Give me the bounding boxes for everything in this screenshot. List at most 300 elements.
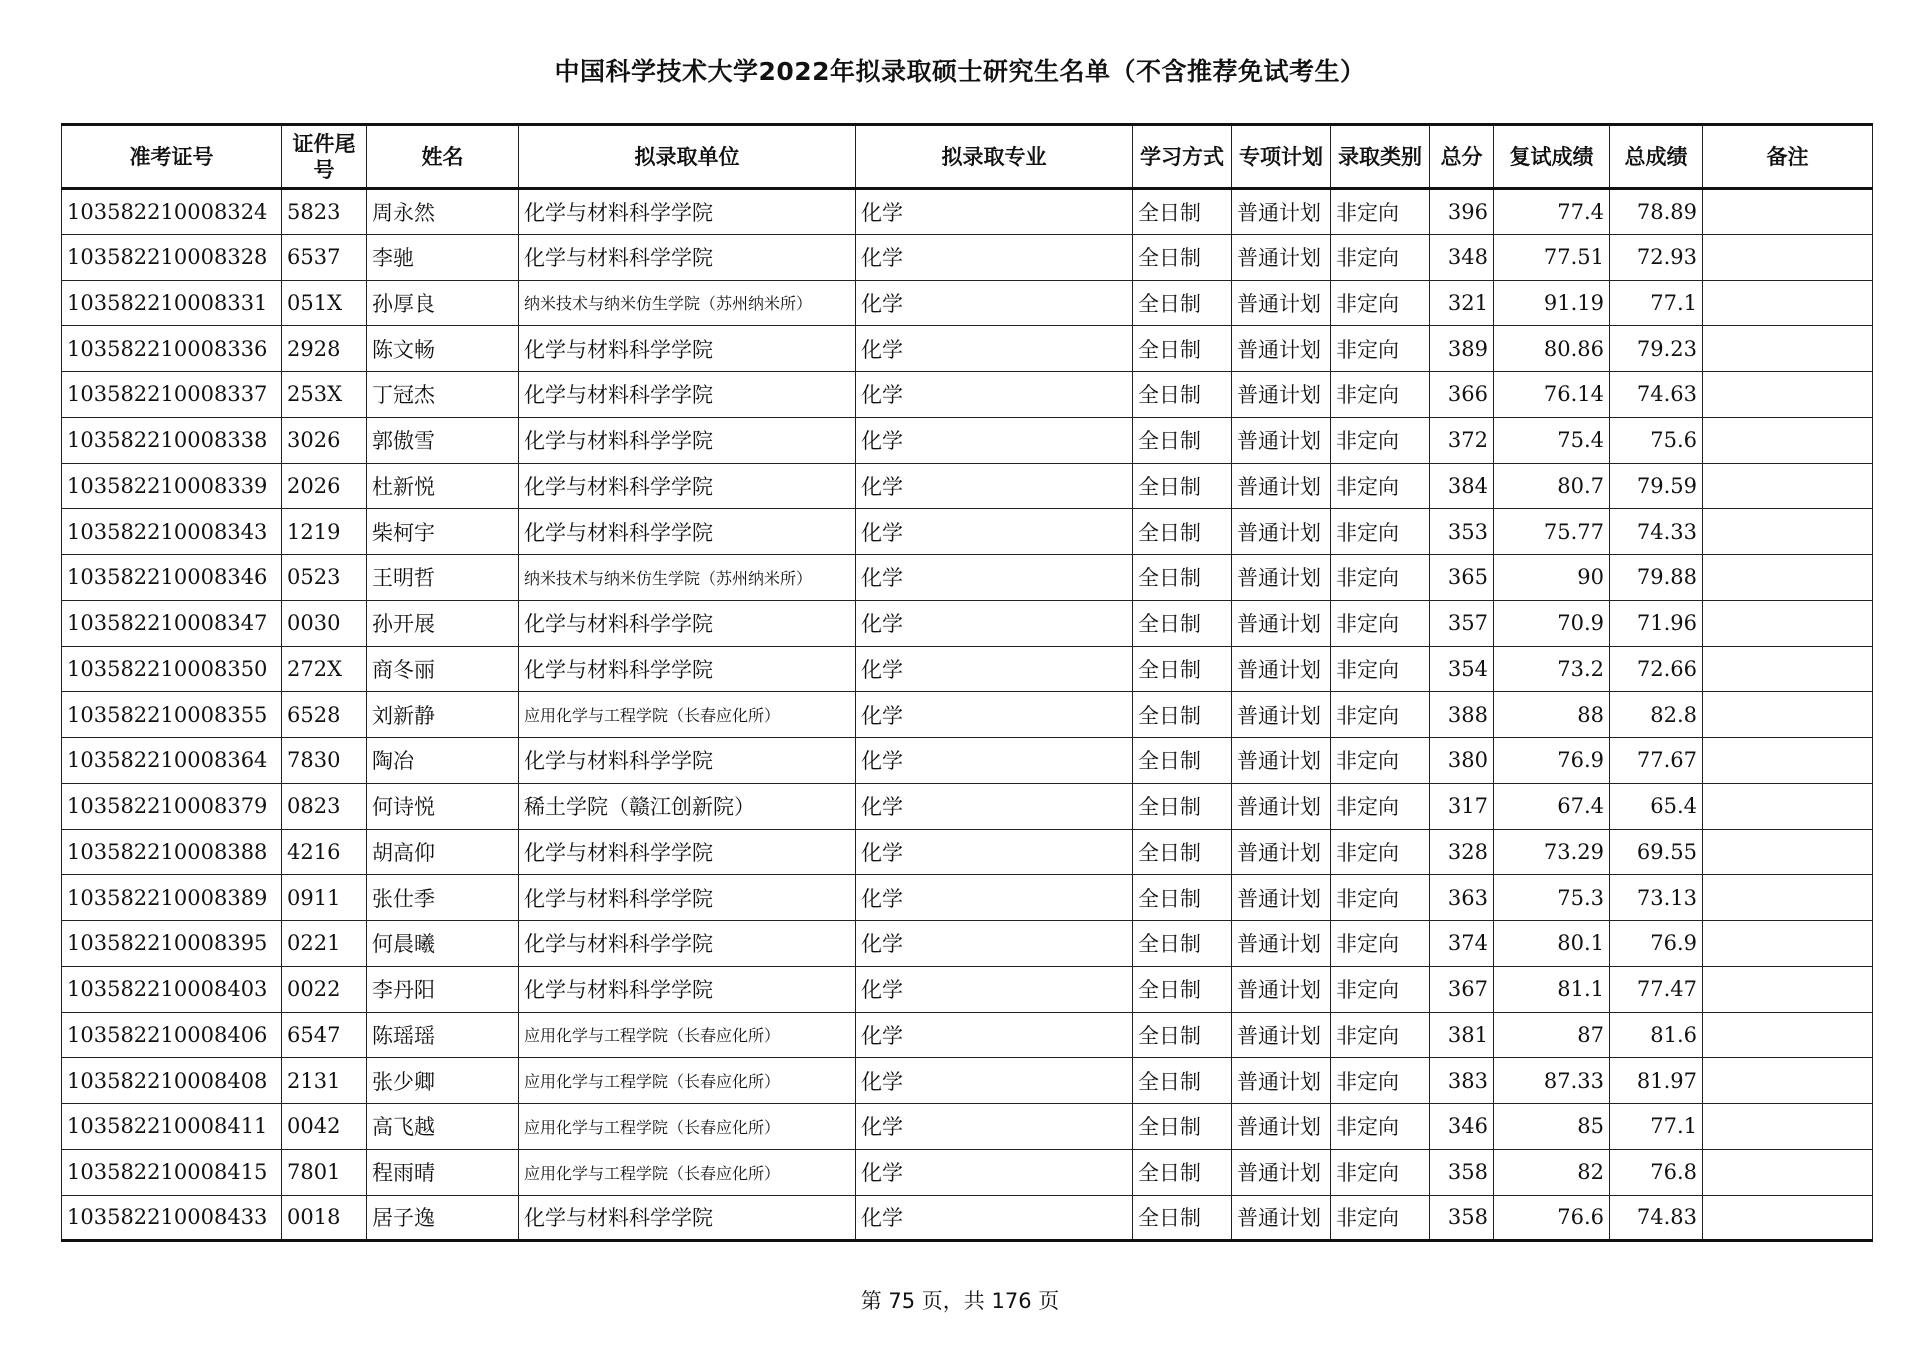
cell-final: 74.63 [1610, 372, 1703, 418]
cell-note [1703, 417, 1873, 463]
cell-unit: 化学与材料科学学院 [519, 326, 856, 372]
cell-plan: 普通计划 [1232, 189, 1331, 235]
cell-study-mode: 全日制 [1133, 1058, 1232, 1104]
cell-major: 化学 [856, 1149, 1133, 1195]
cell-note [1703, 234, 1873, 280]
table-row [62, 829, 1873, 875]
cell-note [1703, 829, 1873, 875]
cell-total: 381 [1430, 1012, 1494, 1058]
cell-total: 354 [1430, 646, 1494, 692]
header-plan: 专项计划 [1232, 125, 1331, 189]
cell-name: 陈文畅 [367, 326, 519, 372]
cell-retest: 76.6 [1494, 1195, 1610, 1241]
cell-major: 化学 [856, 189, 1133, 235]
cell-plan: 普通计划 [1232, 509, 1331, 555]
header-category: 录取类别 [1331, 125, 1430, 189]
cell-study-mode: 全日制 [1133, 1012, 1232, 1058]
cell-retest: 91.19 [1494, 280, 1610, 326]
cell-category: 非定向 [1331, 417, 1430, 463]
cell-name: 丁冠杰 [367, 372, 519, 418]
cell-note [1703, 966, 1873, 1012]
cell-id-tail: 2131 [282, 1058, 367, 1104]
cell-id-tail: 4216 [282, 829, 367, 875]
table-row [62, 1104, 1873, 1150]
cell-plan: 普通计划 [1232, 921, 1331, 967]
cell-exam-id: 103582210008379 [62, 783, 282, 829]
header-name: 姓名 [367, 125, 519, 189]
cell-exam-id: 103582210008389 [62, 875, 282, 921]
cell-plan: 普通计划 [1232, 1012, 1331, 1058]
cell-unit: 化学与材料科学学院 [519, 509, 856, 555]
table-row [62, 646, 1873, 692]
cell-name: 孙厚良 [367, 280, 519, 326]
cell-unit: 应用化学与工程学院（长春应化所） [519, 1012, 856, 1058]
cell-note [1703, 189, 1873, 235]
cell-note [1703, 1149, 1873, 1195]
cell-final: 76.8 [1610, 1149, 1703, 1195]
cell-retest: 76.14 [1494, 372, 1610, 418]
cell-major: 化学 [856, 1012, 1133, 1058]
cell-unit: 纳米技术与纳米仿生学院（苏州纳米所） [519, 555, 856, 601]
cell-note [1703, 783, 1873, 829]
cell-major: 化学 [856, 829, 1133, 875]
table-row [62, 417, 1873, 463]
cell-unit: 化学与材料科学学院 [519, 875, 856, 921]
cell-retest: 80.1 [1494, 921, 1610, 967]
cell-plan: 普通计划 [1232, 1104, 1331, 1150]
cell-id-tail: 6537 [282, 234, 367, 280]
cell-note [1703, 1058, 1873, 1104]
cell-study-mode: 全日制 [1133, 921, 1232, 967]
cell-retest: 81.1 [1494, 966, 1610, 1012]
cell-total: 346 [1430, 1104, 1494, 1150]
cell-final: 74.33 [1610, 509, 1703, 555]
cell-category: 非定向 [1331, 509, 1430, 555]
cell-exam-id: 103582210008433 [62, 1195, 282, 1241]
cell-final: 79.59 [1610, 463, 1703, 509]
cell-plan: 普通计划 [1232, 829, 1331, 875]
cell-study-mode: 全日制 [1133, 692, 1232, 738]
cell-exam-id: 103582210008339 [62, 463, 282, 509]
cell-id-tail: 0523 [282, 555, 367, 601]
table-row [62, 555, 1873, 601]
cell-id-tail: 5823 [282, 189, 367, 235]
cell-study-mode: 全日制 [1133, 189, 1232, 235]
cell-plan: 普通计划 [1232, 600, 1331, 646]
cell-name: 孙开展 [367, 600, 519, 646]
cell-id-tail: 1219 [282, 509, 367, 555]
table-row [62, 1149, 1873, 1195]
cell-category: 非定向 [1331, 600, 1430, 646]
cell-name: 陶冶 [367, 738, 519, 784]
cell-total: 365 [1430, 555, 1494, 601]
cell-plan: 普通计划 [1232, 372, 1331, 418]
cell-note [1703, 509, 1873, 555]
cell-total: 383 [1430, 1058, 1494, 1104]
cell-plan: 普通计划 [1232, 1058, 1331, 1104]
cell-retest: 67.4 [1494, 783, 1610, 829]
cell-category: 非定向 [1331, 280, 1430, 326]
cell-retest: 76.9 [1494, 738, 1610, 784]
cell-plan: 普通计划 [1232, 280, 1331, 326]
cell-note [1703, 692, 1873, 738]
cell-unit: 应用化学与工程学院（长春应化所） [519, 1149, 856, 1195]
cell-category: 非定向 [1331, 921, 1430, 967]
cell-note [1703, 921, 1873, 967]
cell-note [1703, 280, 1873, 326]
cell-name: 商冬丽 [367, 646, 519, 692]
header-retest: 复试成绩 [1494, 125, 1610, 189]
cell-id-tail: 7801 [282, 1149, 367, 1195]
cell-study-mode: 全日制 [1133, 280, 1232, 326]
cell-final: 81.6 [1610, 1012, 1703, 1058]
cell-category: 非定向 [1331, 463, 1430, 509]
cell-total: 396 [1430, 189, 1494, 235]
cell-total: 357 [1430, 600, 1494, 646]
cell-category: 非定向 [1331, 1195, 1430, 1241]
cell-category: 非定向 [1331, 692, 1430, 738]
cell-name: 高飞越 [367, 1104, 519, 1150]
cell-final: 71.96 [1610, 600, 1703, 646]
cell-final: 73.13 [1610, 875, 1703, 921]
table-body [62, 189, 1873, 1241]
cell-id-tail: 253X [282, 372, 367, 418]
cell-major: 化学 [856, 1058, 1133, 1104]
cell-id-tail: 0221 [282, 921, 367, 967]
cell-note [1703, 646, 1873, 692]
cell-total: 328 [1430, 829, 1494, 875]
cell-exam-id: 103582210008411 [62, 1104, 282, 1150]
cell-major: 化学 [856, 280, 1133, 326]
cell-id-tail: 2928 [282, 326, 367, 372]
cell-study-mode: 全日制 [1133, 234, 1232, 280]
cell-category: 非定向 [1331, 372, 1430, 418]
cell-major: 化学 [856, 875, 1133, 921]
cell-plan: 普通计划 [1232, 646, 1331, 692]
cell-category: 非定向 [1331, 555, 1430, 601]
table-header-row [62, 125, 1873, 189]
cell-final: 79.23 [1610, 326, 1703, 372]
cell-name: 居子逸 [367, 1195, 519, 1241]
page-title: 中国科学技术大学2022年拟录取硕士研究生名单（不含推荐免试考生） [554, 57, 1366, 86]
cell-name: 何晨曦 [367, 921, 519, 967]
cell-plan: 普通计划 [1232, 966, 1331, 1012]
admission-list-table [61, 123, 1872, 1242]
cell-total: 380 [1430, 738, 1494, 784]
cell-note [1703, 1195, 1873, 1241]
cell-unit: 稀土学院（赣江创新院） [519, 783, 856, 829]
cell-total: 384 [1430, 463, 1494, 509]
cell-major: 化学 [856, 738, 1133, 784]
cell-id-tail: 051X [282, 280, 367, 326]
cell-unit: 应用化学与工程学院（长春应化所） [519, 1058, 856, 1104]
cell-plan: 普通计划 [1232, 234, 1331, 280]
cell-major: 化学 [856, 1195, 1133, 1241]
cell-final: 69.55 [1610, 829, 1703, 875]
cell-unit: 化学与材料科学学院 [519, 738, 856, 784]
cell-unit: 化学与材料科学学院 [519, 234, 856, 280]
cell-final: 77.47 [1610, 966, 1703, 1012]
cell-major: 化学 [856, 509, 1133, 555]
table-row [62, 326, 1873, 372]
cell-note [1703, 1012, 1873, 1058]
cell-study-mode: 全日制 [1133, 417, 1232, 463]
cell-total: 372 [1430, 417, 1494, 463]
cell-exam-id: 103582210008408 [62, 1058, 282, 1104]
cell-name: 陈瑶瑶 [367, 1012, 519, 1058]
cell-retest: 75.4 [1494, 417, 1610, 463]
header-exam-id: 准考证号 [62, 125, 282, 189]
cell-study-mode: 全日制 [1133, 326, 1232, 372]
cell-exam-id: 103582210008346 [62, 555, 282, 601]
header-unit: 拟录取单位 [519, 125, 856, 189]
cell-retest: 75.3 [1494, 875, 1610, 921]
cell-plan: 普通计划 [1232, 875, 1331, 921]
cell-retest: 82 [1494, 1149, 1610, 1195]
cell-major: 化学 [856, 692, 1133, 738]
cell-plan: 普通计划 [1232, 555, 1331, 601]
cell-note [1703, 326, 1873, 372]
cell-study-mode: 全日制 [1133, 555, 1232, 601]
cell-study-mode: 全日制 [1133, 646, 1232, 692]
cell-name: 何诗悦 [367, 783, 519, 829]
cell-category: 非定向 [1331, 189, 1430, 235]
cell-exam-id: 103582210008338 [62, 417, 282, 463]
table-row [62, 280, 1873, 326]
cell-plan: 普通计划 [1232, 738, 1331, 784]
cell-id-tail: 0823 [282, 783, 367, 829]
cell-plan: 普通计划 [1232, 783, 1331, 829]
cell-exam-id: 103582210008406 [62, 1012, 282, 1058]
cell-final: 78.89 [1610, 189, 1703, 235]
table-row [62, 234, 1873, 280]
cell-total: 358 [1430, 1195, 1494, 1241]
cell-exam-id: 103582210008324 [62, 189, 282, 235]
cell-final: 76.9 [1610, 921, 1703, 967]
header-study-mode: 学习方式 [1133, 125, 1232, 189]
cell-plan: 普通计划 [1232, 326, 1331, 372]
header-total: 总分 [1430, 125, 1494, 189]
cell-final: 75.6 [1610, 417, 1703, 463]
cell-category: 非定向 [1331, 326, 1430, 372]
cell-plan: 普通计划 [1232, 1195, 1331, 1241]
cell-retest: 80.7 [1494, 463, 1610, 509]
cell-final: 77.1 [1610, 1104, 1703, 1150]
cell-name: 张少卿 [367, 1058, 519, 1104]
cell-id-tail: 0022 [282, 966, 367, 1012]
cell-major: 化学 [856, 646, 1133, 692]
cell-unit: 化学与材料科学学院 [519, 600, 856, 646]
table-row [62, 1195, 1873, 1241]
cell-category: 非定向 [1331, 1149, 1430, 1195]
cell-exam-id: 103582210008388 [62, 829, 282, 875]
table-row [62, 463, 1873, 509]
cell-final: 82.8 [1610, 692, 1703, 738]
cell-name: 李丹阳 [367, 966, 519, 1012]
cell-name: 周永然 [367, 189, 519, 235]
cell-retest: 87.33 [1494, 1058, 1610, 1104]
cell-unit: 化学与材料科学学院 [519, 829, 856, 875]
cell-note [1703, 555, 1873, 601]
cell-total: 321 [1430, 280, 1494, 326]
cell-exam-id: 103582210008343 [62, 509, 282, 555]
table-row [62, 738, 1873, 784]
cell-name: 胡高仰 [367, 829, 519, 875]
cell-total: 389 [1430, 326, 1494, 372]
cell-category: 非定向 [1331, 1012, 1430, 1058]
cell-final: 65.4 [1610, 783, 1703, 829]
cell-study-mode: 全日制 [1133, 1195, 1232, 1241]
cell-final: 77.67 [1610, 738, 1703, 784]
cell-final: 74.83 [1610, 1195, 1703, 1241]
header-final: 总成绩 [1610, 125, 1703, 189]
table-row [62, 966, 1873, 1012]
cell-major: 化学 [856, 326, 1133, 372]
cell-note [1703, 600, 1873, 646]
cell-retest: 85 [1494, 1104, 1610, 1150]
cell-id-tail: 0018 [282, 1195, 367, 1241]
cell-retest: 80.86 [1494, 326, 1610, 372]
cell-exam-id: 103582210008337 [62, 372, 282, 418]
cell-plan: 普通计划 [1232, 463, 1331, 509]
cell-study-mode: 全日制 [1133, 875, 1232, 921]
table-row [62, 372, 1873, 418]
cell-retest: 73.2 [1494, 646, 1610, 692]
table-row [62, 783, 1873, 829]
table-row [62, 692, 1873, 738]
cell-major: 化学 [856, 783, 1133, 829]
cell-plan: 普通计划 [1232, 692, 1331, 738]
cell-id-tail: 7830 [282, 738, 367, 784]
cell-total: 348 [1430, 234, 1494, 280]
cell-major: 化学 [856, 417, 1133, 463]
cell-unit: 应用化学与工程学院（长春应化所） [519, 1104, 856, 1150]
cell-id-tail: 2026 [282, 463, 367, 509]
cell-exam-id: 103582210008331 [62, 280, 282, 326]
cell-exam-id: 103582210008403 [62, 966, 282, 1012]
header-major: 拟录取专业 [856, 125, 1133, 189]
cell-total: 317 [1430, 783, 1494, 829]
cell-name: 李驰 [367, 234, 519, 280]
cell-final: 72.93 [1610, 234, 1703, 280]
cell-id-tail: 0911 [282, 875, 367, 921]
cell-plan: 普通计划 [1232, 1149, 1331, 1195]
cell-major: 化学 [856, 463, 1133, 509]
cell-final: 81.97 [1610, 1058, 1703, 1104]
cell-unit: 化学与材料科学学院 [519, 372, 856, 418]
cell-final: 77.1 [1610, 280, 1703, 326]
cell-exam-id: 103582210008328 [62, 234, 282, 280]
table-row [62, 1058, 1873, 1104]
cell-unit: 应用化学与工程学院（长春应化所） [519, 692, 856, 738]
cell-id-tail: 6547 [282, 1012, 367, 1058]
cell-final: 79.88 [1610, 555, 1703, 601]
cell-retest: 77.51 [1494, 234, 1610, 280]
cell-retest: 73.29 [1494, 829, 1610, 875]
cell-study-mode: 全日制 [1133, 783, 1232, 829]
cell-id-tail: 0042 [282, 1104, 367, 1150]
cell-id-tail: 3026 [282, 417, 367, 463]
cell-unit: 化学与材料科学学院 [519, 463, 856, 509]
cell-category: 非定向 [1331, 738, 1430, 784]
cell-total: 363 [1430, 875, 1494, 921]
cell-major: 化学 [856, 372, 1133, 418]
cell-study-mode: 全日制 [1133, 372, 1232, 418]
table-row [62, 875, 1873, 921]
cell-exam-id: 103582210008347 [62, 600, 282, 646]
cell-name: 张仕季 [367, 875, 519, 921]
cell-exam-id: 103582210008350 [62, 646, 282, 692]
cell-retest: 87 [1494, 1012, 1610, 1058]
cell-study-mode: 全日制 [1133, 966, 1232, 1012]
cell-total: 366 [1430, 372, 1494, 418]
cell-unit: 化学与材料科学学院 [519, 966, 856, 1012]
page-footer: 第 75 页，共 176 页 [860, 1289, 1060, 1313]
cell-study-mode: 全日制 [1133, 463, 1232, 509]
cell-note [1703, 738, 1873, 784]
cell-id-tail: 0030 [282, 600, 367, 646]
cell-note [1703, 463, 1873, 509]
cell-category: 非定向 [1331, 234, 1430, 280]
table-row [62, 509, 1873, 555]
cell-major: 化学 [856, 921, 1133, 967]
cell-category: 非定向 [1331, 829, 1430, 875]
cell-name: 杜新悦 [367, 463, 519, 509]
table-row [62, 1012, 1873, 1058]
cell-study-mode: 全日制 [1133, 509, 1232, 555]
table-row [62, 600, 1873, 646]
cell-name: 刘新静 [367, 692, 519, 738]
cell-id-tail: 272X [282, 646, 367, 692]
table-row [62, 921, 1873, 967]
cell-study-mode: 全日制 [1133, 829, 1232, 875]
cell-note [1703, 1104, 1873, 1150]
cell-unit: 化学与材料科学学院 [519, 1195, 856, 1241]
cell-total: 353 [1430, 509, 1494, 555]
cell-retest: 75.77 [1494, 509, 1610, 555]
cell-study-mode: 全日制 [1133, 738, 1232, 784]
cell-unit: 化学与材料科学学院 [519, 189, 856, 235]
cell-retest: 88 [1494, 692, 1610, 738]
cell-retest: 70.9 [1494, 600, 1610, 646]
cell-exam-id: 103582210008415 [62, 1149, 282, 1195]
table-row [62, 189, 1873, 235]
cell-major: 化学 [856, 234, 1133, 280]
cell-final: 72.66 [1610, 646, 1703, 692]
header-id-tail: 证件尾号 [282, 125, 367, 189]
cell-category: 非定向 [1331, 1058, 1430, 1104]
cell-total: 358 [1430, 1149, 1494, 1195]
cell-exam-id: 103582210008336 [62, 326, 282, 372]
cell-category: 非定向 [1331, 875, 1430, 921]
cell-unit: 化学与材料科学学院 [519, 646, 856, 692]
cell-unit: 化学与材料科学学院 [519, 921, 856, 967]
cell-retest: 77.4 [1494, 189, 1610, 235]
cell-name: 王明哲 [367, 555, 519, 601]
cell-study-mode: 全日制 [1133, 1149, 1232, 1195]
cell-note [1703, 875, 1873, 921]
cell-total: 388 [1430, 692, 1494, 738]
cell-retest: 90 [1494, 555, 1610, 601]
cell-total: 367 [1430, 966, 1494, 1012]
header-note: 备注 [1703, 125, 1873, 189]
cell-exam-id: 103582210008395 [62, 921, 282, 967]
cell-major: 化学 [856, 600, 1133, 646]
cell-note [1703, 372, 1873, 418]
cell-major: 化学 [856, 966, 1133, 1012]
cell-study-mode: 全日制 [1133, 1104, 1232, 1150]
cell-major: 化学 [856, 1104, 1133, 1150]
